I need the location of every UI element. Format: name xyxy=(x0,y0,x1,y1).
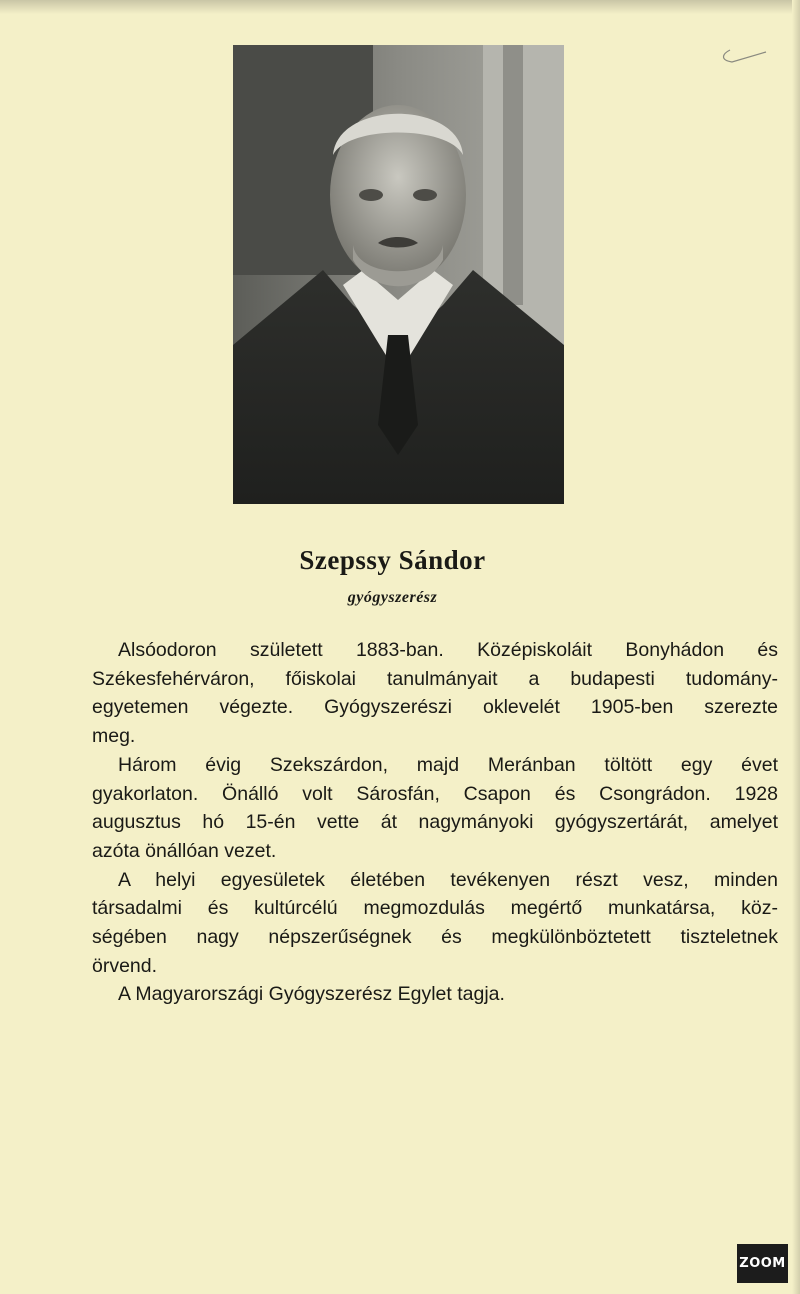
biography xyxy=(92,636,778,1009)
page-top-edge xyxy=(0,0,800,14)
portrait-photo xyxy=(233,45,564,504)
bio-line: augusztus hó 15-én vette át nagymányoki gyógyszertárát, amelyet xyxy=(92,811,778,834)
bio-line: A helyi egyesületek életében tevékenyen részt vesz, minden xyxy=(118,868,778,891)
bio-line: egyetemen végezte. Gyógyszerészi oklevelét 1905-ben szerezte xyxy=(92,696,778,719)
person-profession: gyógyszerész xyxy=(347,589,438,606)
page-right-edge xyxy=(792,0,800,1294)
pencil-mark xyxy=(718,46,768,66)
bio-line: azóta önállóan vezet. xyxy=(92,839,277,862)
portrait-image xyxy=(233,45,564,504)
person-name: Szepssy Sándor xyxy=(299,545,486,575)
zoom-watermark-logo: ZOOM xyxy=(737,1244,788,1283)
bio-line: gyakorlaton. Önálló volt Sárosfán, Csapon és Csongrádon. 1928 xyxy=(92,782,778,805)
bio-line: A Magyarországi Gyógyszerész Egylet tagja. xyxy=(118,983,505,1006)
bio-line: ségében nagy népszerűségnek és megkülönböztetett tiszteletnek xyxy=(92,926,778,949)
bio-line: Székesfehérváron, főiskolai tanulmányait a budapesti tudomány- xyxy=(92,667,778,690)
bio-line: Három évig Szekszárdon, majd Meránban töltött egy évet xyxy=(118,753,778,776)
bio-line: meg. xyxy=(92,725,136,748)
bio-line: örvend. xyxy=(92,954,158,977)
bio-line: Alsóodoron született 1883-ban. Középiskoláit Bonyhádon és xyxy=(118,639,778,661)
bio-line: társadalmi és kultúrcélú megmozdulás megértő munkatársa, köz- xyxy=(92,897,778,920)
